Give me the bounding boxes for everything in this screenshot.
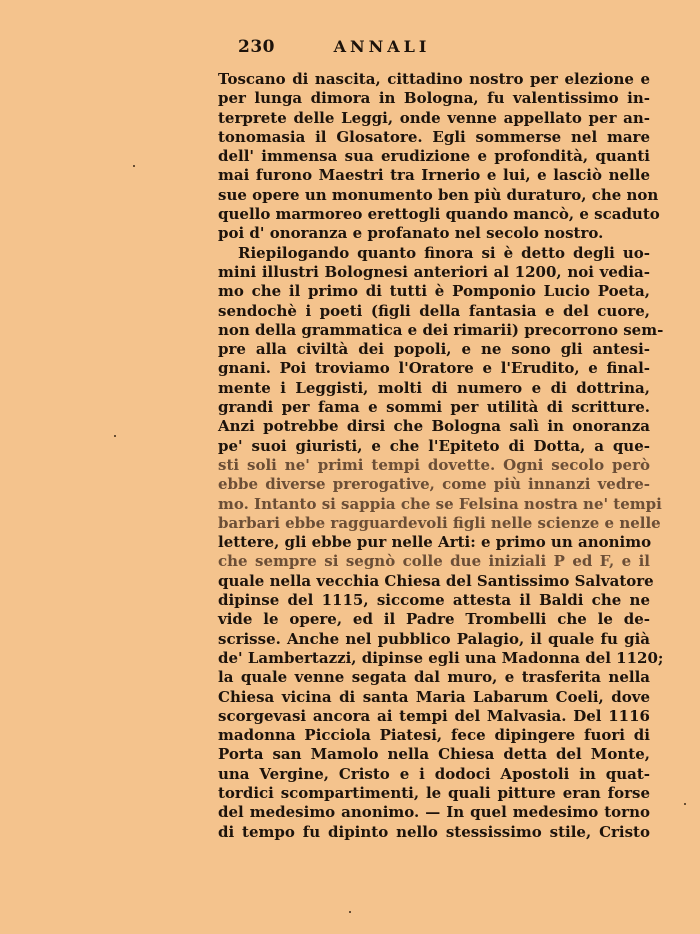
text-line: de' Lambertazzi, dipinse egli una Madonna del 1120; xyxy=(218,648,664,667)
text-line: tonomasia il Glosatore. Egli sommerse nel mare xyxy=(218,127,650,146)
text-line: la quale venne segata dal muro, e trasferita nella xyxy=(218,668,650,687)
text-line: Riepilogando quanto finora si è detto degli uo- xyxy=(238,243,650,262)
text-line: tordici scompartimenti, le quali pitture eran forse xyxy=(218,783,650,802)
text-line: mente i Leggisti, molti di numero e di dottrina, xyxy=(218,378,650,397)
running-head: ANNALI xyxy=(333,37,431,56)
text-line: che sempre si segnò colle due iniziali P ed F, e il xyxy=(218,552,650,571)
text-line: scorgevasi ancora ai tempi del Malvasia. Del 1116 xyxy=(218,706,650,725)
text-line: barbari ebbe ragguardevoli figli nelle scienze e nelle xyxy=(218,513,661,532)
text-line: pre alla civiltà dei popoli, e ne sono gli antesi- xyxy=(218,340,650,359)
text-line: scrisse. Anche nel pubblico Palagio, il quale fu già xyxy=(218,629,650,648)
ink-speck xyxy=(114,435,116,437)
page-number: 230 xyxy=(238,37,275,57)
text-line: pe' suoi giuristi, e che l'Epiteto di Dotta, a que- xyxy=(218,436,650,455)
text-line: mo che il primo di tutti è Pomponio Lucio Poeta, xyxy=(218,282,650,301)
text-line: ebbe diverse prerogative, come più innanzi vedre- xyxy=(218,475,650,494)
text-line: vide le opere, ed il Padre Trombelli che le de- xyxy=(218,610,650,629)
text-line: Chiesa vicina di santa Maria Labarum Coeli, dove xyxy=(218,687,650,706)
page-header xyxy=(238,37,488,59)
body-text xyxy=(218,70,664,842)
text-line: mai furono Maestri tra Irnerio e lui, e lasciò nelle xyxy=(218,166,650,185)
text-line: gnani. Poi troviamo l'Oratore e l'Erudito, e final- xyxy=(218,359,650,378)
text-line: Anzi potrebbe dirsi che Bologna salì in onoranza xyxy=(218,417,650,436)
text-line: Porta san Mamolo nella Chiesa detta del Monte, xyxy=(218,745,650,764)
text-line: madonna Picciola Piatesi, fece dipingere fuori di xyxy=(218,726,650,745)
ink-speck xyxy=(349,911,351,913)
text-line: una Vergine, Cristo e i dodoci Apostoli in quat- xyxy=(218,764,650,783)
text-line: terprete delle Leggi, onde venne appellato per an- xyxy=(218,108,650,127)
text-line: quello marmoreo erettogli quando mancò, e scaduto xyxy=(218,205,660,224)
text-line: mini illustri Bolognesi anteriori al 1200, noi vedia- xyxy=(218,262,650,281)
text-line: dipinse del 1115, siccome attesta il Baldi che ne xyxy=(218,591,650,610)
text-line: quale nella vecchia Chiesa del Santissimo Salvatore xyxy=(218,571,654,590)
text-line: di tempo fu dipinto nello stessissimo stile, Cristo xyxy=(218,822,650,841)
text-line: sue opere un monumento ben più duraturo, che non xyxy=(218,185,659,204)
text-line: non della grammatica e dei rimarii) precorrono sem- xyxy=(218,320,664,339)
text-line: grandi per fama e sommi per utilità di scritture. xyxy=(218,398,650,417)
text-line: per lunga dimora in Bologna, fu valentissimo in- xyxy=(218,89,650,108)
text-line: mo. Intanto si sappia che se Felsina nostra ne' tempi xyxy=(218,494,662,513)
text-line: sti soli ne' primi tempi dovette. Ogni secolo però xyxy=(218,455,650,474)
ink-speck xyxy=(684,803,686,805)
text-line: Toscano di nascita, cittadino nostro per elezione e xyxy=(218,70,650,88)
text-line: lettere, gli ebbe pur nelle Arti: e primo un anonimo xyxy=(218,533,652,552)
text-line: sendochè i poeti (figli della fantasia e del cuore, xyxy=(218,301,650,320)
text-line: del medesimo anonimo. — In quel medesimo torno xyxy=(218,803,650,822)
text-line: dell' immensa sua erudizione e profondità, quanti xyxy=(218,147,650,166)
ink-speck xyxy=(133,165,135,167)
text-line: poi d' onoranza e profanato nel secolo nostro. xyxy=(218,224,604,243)
